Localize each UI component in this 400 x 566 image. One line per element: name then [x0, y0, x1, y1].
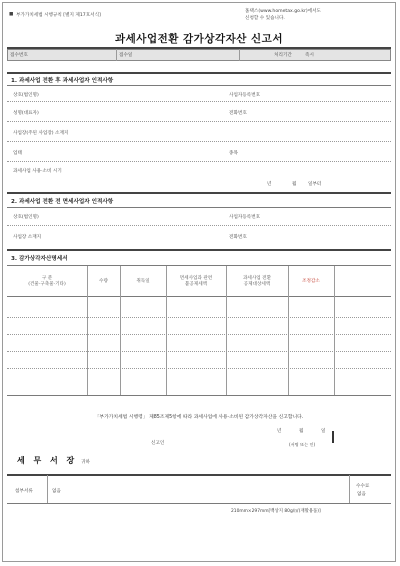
signature-label: (서명 또는 인) [289, 442, 316, 447]
col-deductible-tax [226, 276, 288, 288]
col-adjustment: 조정감소 [302, 279, 320, 284]
table-row-rule [7, 368, 391, 369]
s1-date-month: 월 [292, 182, 297, 187]
col-nondeductible-line1: 면세사업과 관련 [179, 276, 213, 281]
section-rule [7, 249, 391, 251]
table-row-rule [7, 334, 391, 335]
hometax-notice-line2: 신청할 수 있습니다. [245, 16, 285, 21]
divider [239, 49, 240, 61]
table-col-rule [166, 266, 167, 395]
section1-heading: 1. 과세사업 전환 후 과세사업자 인적사항 [11, 78, 114, 84]
hometax-notice-line1: 홈택스(www.hometax.go.kr)에서도 [245, 9, 321, 14]
s1-name-label: 성명(대표자) [13, 111, 39, 116]
s1-date-day: 일부터 [308, 182, 322, 187]
footer-divider [47, 475, 48, 503]
processing-period-label: 처리기간 [274, 53, 292, 58]
section-rule [7, 192, 391, 194]
s2-reg-no-label: 사업자등록번호 [229, 215, 261, 220]
col-deductible-line2: 공제대상세액 [243, 282, 271, 287]
receipt-date-label: 접수일 [119, 53, 133, 58]
table-col-rule [334, 266, 335, 395]
col-quantity: 수량 [99, 279, 108, 284]
table-col-rule [87, 266, 88, 395]
table-row-rule [7, 351, 391, 352]
s1-trade-name-label: 상호(법인명) [13, 93, 39, 98]
form-title: 과세사업전환 감가상각자산 신고서 [115, 33, 283, 45]
table-col-rule [226, 266, 227, 395]
processing-period-value: 즉시 [305, 53, 314, 58]
attachments-label: 첨부서류 [15, 489, 33, 494]
fee-value: 없음 [357, 492, 366, 497]
tax-office-suffix: 귀하 [81, 460, 90, 465]
table-row-rule [7, 317, 391, 318]
section2-heading: 2. 과세사업 전환 전 면세사업자 인적사항 [11, 199, 114, 205]
col-deductible-line1: 과세사업 전환 [242, 276, 272, 281]
s1-business-type-label: 업태 [13, 151, 22, 156]
footer-bottom-rule [7, 503, 391, 504]
col-nondeductible-tax [166, 276, 226, 288]
s1-start-date-label: 과세사업 사용·소비 시기 [13, 169, 62, 174]
attachments-value: 없음 [52, 489, 61, 494]
margin-mark [332, 431, 334, 443]
s1-address-label: 사업장(주된 사업장) 소재지 [13, 131, 69, 136]
table-col-rule [120, 266, 121, 395]
bullet-icon: ■ [9, 12, 14, 17]
row-rule [7, 141, 391, 142]
receipt-row [7, 49, 391, 61]
col-category-line2: (건물·구축물·기타) [28, 282, 66, 287]
col-acquired-date: 취득일 [136, 279, 150, 284]
col-category [7, 276, 87, 288]
footer-rule [7, 474, 391, 476]
s1-phone-label: 전화번호 [229, 111, 247, 116]
declaration-year: 년 [277, 429, 282, 434]
row-rule [7, 207, 391, 208]
form-reference: 부가가치세법 시행규칙 [별지 제17호서식] [16, 13, 101, 18]
footer-divider [349, 475, 350, 503]
declaration-day: 일 [321, 429, 326, 434]
section-rule [7, 72, 391, 74]
s2-address-label: 사업장 소재지 [13, 235, 42, 240]
declaration-text: 「부가가치세법 시행령」 제85조제5항에 따라 과세사업에 사용·소비된 감가상각자산을 신고합니다. [94, 415, 304, 420]
fee-label: 수수료 [356, 484, 370, 489]
table-bottom-rule [7, 395, 391, 396]
paper-spec: 210mm×297mm[백상지 80g/㎡(재활용품)] [231, 509, 321, 514]
applicant-label: 신고인 [151, 441, 165, 446]
tax-office-name: 세 무 서 장 [17, 456, 78, 465]
table-col-rule [288, 266, 289, 395]
col-nondeductible-line2: 불공제세액 [184, 282, 208, 287]
s1-item-label: 종목 [229, 151, 238, 156]
row-rule [7, 101, 391, 102]
s1-reg-no-label: 사업자등록번호 [229, 93, 261, 98]
s2-phone-label: 전화번호 [229, 235, 247, 240]
section3-heading: 3. 감가상각자산명세서 [11, 256, 68, 262]
form-page [2, 2, 396, 562]
row-rule [7, 121, 391, 122]
s1-date-year: 년 [267, 182, 272, 187]
row-rule [7, 225, 391, 226]
declaration-month: 월 [299, 429, 304, 434]
receipt-number-label: 접수번호 [10, 53, 28, 58]
row-rule [7, 161, 391, 162]
row-rule [7, 85, 391, 86]
col-category-line1: 구 분 [41, 276, 53, 281]
divider [116, 49, 117, 61]
s2-trade-name-label: 상호(법인명) [13, 215, 39, 220]
